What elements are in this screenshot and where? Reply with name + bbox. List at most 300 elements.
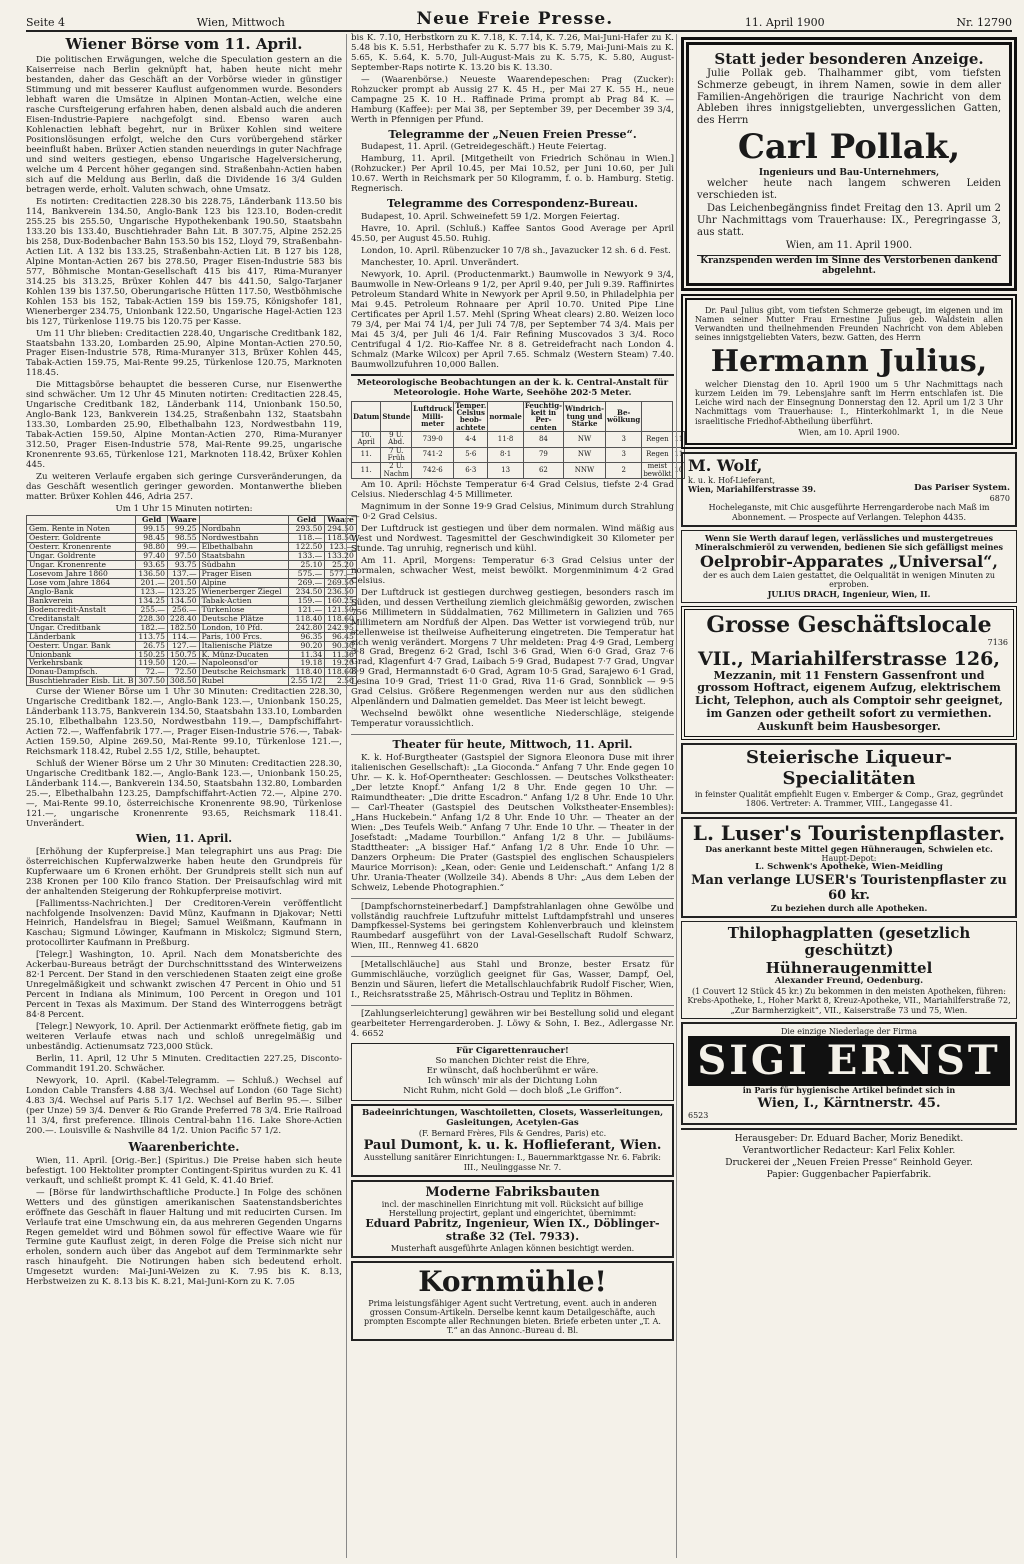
table-cell: Oesterr. Goldrente	[27, 533, 136, 542]
ad-line: Die einzige Niederlage der Firma	[780, 1026, 918, 1036]
paragraph: Die politischen Erwägungen, welche die Speculation gestern an die Kaiserreise nach Berlin geknüpft hat, haben heute nicht mehr bestanden, daher das Geschäft an der Vorbörse wieder in günstiger Stimmung und mit besserer Kauflust aufgenommen wurde. Besonders lebhaft waren die Umsätze in Alpinen Montan-Actien, welche eine rasche Cursfteigerung erfahren haben, denen alsbald auch die anderen Eisen-Industrie-Papiere nachgefolgt sind. Ebenso waren auch Kohlenactien lebhaft begehrt, nur in Brüxer Kohlen sind weitere Positionslösungen erfolgt, welche den Curs vorübergehend stärker beeinflußt haben. Brüxer Actien standen neuerdings in guter Nachfrage und sind weiters gestiegen, ebenso Ungarische Hagelversicherung, welche um 4 Percent höher gegangen sind. Straßenbahn-Actien haben sich auf die Meldung aus Berlin, daß die Dividende 16 3/4 Gulden betragen werde, erholt. Valuten schwach, ohne Umsatz.	[26, 55, 342, 195]
ad-line: L. Luser's Touristenpflaster.	[692, 820, 1006, 845]
table-cell: Napoleonsd'or	[199, 659, 288, 668]
table-cell: 25.10	[288, 560, 325, 569]
ad-line: Das anerkannt beste Mittel gegen Hühneraugen, Schwielen etc.	[705, 843, 993, 854]
table-cell: 98.80	[136, 542, 168, 551]
table-row	[27, 632, 357, 641]
issue-date: 11. April 1900	[744, 16, 825, 30]
table-cell: 255.—	[136, 605, 168, 614]
table-cell: 121.—	[288, 605, 325, 614]
paragraph: [Telegr.] Newyork, 10. April. Der Actienmarkt eröffnete fietig, gab im weiteren Verlaufe etwas nach und schloß unregelmäßig und unbeständig. Actienumsatz 723,000 Stück.	[26, 1022, 342, 1053]
table-row	[27, 614, 357, 623]
ad-line: Hocheleganste, mit Chic ausgeführte Herrengarderobe nach Maß im Abonnement. — Prospecte auf Verlangen. Telephon 4435.	[708, 503, 990, 522]
table-cell: 228.30	[136, 614, 168, 623]
table-cell: 99.15	[136, 524, 168, 533]
column-header: Stunde	[381, 401, 412, 431]
ad-line: Statt jeder besonderen Anzeige.	[714, 50, 984, 68]
meteorology-table	[351, 401, 685, 479]
table-cell: 134.50	[168, 596, 200, 605]
table-cell: 575.—	[288, 569, 325, 578]
column-header: Geld	[136, 515, 168, 524]
table-cell: 10. April	[352, 431, 381, 447]
table-cell: 2	[606, 463, 642, 479]
table-row	[27, 587, 357, 596]
ad-line: Das Leichenbegängniss findet Freitag den 13. April um 2 Uhr Nachmittags vom Trauerhause: IX., Peregringasse 3, aus statt.	[697, 203, 1001, 238]
paragraph: Schluß der Wiener Börse um 2 Uhr 30 Minuten: Creditactien 228.30, Ungarische Creditbank 182.—, Anglo-Bank 123.—, Unionbank 150.25, Länderbank 114.—, Bankverein 134.50, Staatsbahn 132.80, Lombarden 25.—, Elbethalbahn 123.25, Dampfschiffahrt-Actien 72.—, Alpine 270.—, Mai-Rente 99.10, österreichische Kronenrente 98.90, Türkenlose 121.—, ungarische Kronenrente 93.65, Reichsmark 118.41. Unverändert.	[26, 759, 342, 829]
cigarette-ad	[351, 1043, 674, 1101]
death-notice-pollak	[681, 37, 1017, 291]
classified-ad: [Metallschläuche] aus Stahl und Bronze, bester Ersatz für Gummischläuche, vorzüglich geeignet für Gas, Wasser, Dampf, Oel, Benzin und Säuren, liefert die Metallschlauchfabrik Rudolf Fischer, Wien, I., Reichsratsstraße 25, Mährisch-Ostrau und Teplitz in Böhmen.	[351, 960, 674, 1001]
table-cell: 123.—	[325, 542, 357, 551]
column-header: Datum	[352, 401, 381, 431]
table-cell: 79	[523, 447, 563, 463]
paragraph: Havre, 10. April. (Schluß.) Kaffee Santos Good Average per April 45.50, per August 45.50. Ruhig.	[351, 224, 674, 244]
table-cell: 2 U. Nachm	[381, 463, 412, 479]
table-row	[27, 578, 357, 587]
table-cell: Verkehrsbank	[27, 659, 136, 668]
table-cell: Rubel	[199, 677, 288, 686]
table-cell: K. Münz-Ducaten	[199, 650, 288, 659]
table-cell: 123.—	[136, 587, 168, 596]
table-cell: 122.50	[288, 542, 325, 551]
table-row	[27, 677, 357, 686]
ad-line: Badeeinrichtungen, Waschtoiletten, Closets, Wasserleitungen, Gasleitungen, Acetylen-Gas	[361, 1108, 664, 1128]
table-cell: 99.25	[168, 524, 200, 533]
paragraph: Um 11 Uhr blieben: Creditactien 228.40, Ungarische Creditbank 182, Staatsbahn 133.20, Lombarden 25.90, Alpine Montan-Actien 270.50, Prager Eisen-Industrie 578, Rima-Muranyer 313, Brüxer Kohlen 445, Tabak-Actien 159.75, Mai-Rente 99.25, Türkenlose 120.75, Marknoten 118.45.	[26, 328, 342, 379]
ad-line: JULIUS DRACH, Ingenieur, Wien, II.	[767, 588, 931, 599]
table-cell: 97.40	[136, 551, 168, 560]
paragraph: Der Luftdruck ist gestiegen und über dem normalen. Wind mäßig aus West und Nordwest. Tagesmittel der Geschwindigkeit 30 Kilometer per Stunde. Tag unruhig, regnerisch und kühl.	[351, 523, 674, 554]
table-cell: 159.—	[288, 596, 325, 605]
table-cell: 8·1	[488, 447, 524, 463]
ad-line: Paul Dumont, k. u. k. Hoflieferant, Wien.	[363, 1138, 662, 1154]
table-row	[27, 542, 357, 551]
factory-buildings-ad	[351, 1180, 674, 1258]
paragraph: Zu weiteren Verlaufe ergaben sich geringe Cursveränderungen, da das Geschäft wesentlich geringer geworden. Montanwerthe blieben matter. Brüxer Kohlen 446, Adria 257.	[26, 472, 342, 503]
table-cell: 150.75	[168, 650, 200, 659]
ad-number: 6870	[989, 494, 1010, 504]
dateline-place: Wien, Mittwoch	[196, 16, 285, 30]
table-cell: 160.25	[325, 596, 357, 605]
table-cell: 201.50	[168, 578, 200, 587]
paragraph: Newyork, 10. April. (Kabel-Telegramm. — Schluß.) Wechsel auf London Cable Transfers 4.88 3/4. Wechsel auf London (60 Tage Sicht) 4.83 3/4. Wechsel auf Paris 5.17 1/2. Wechsel auf Berlin 95.—. Silber (per Unze) 59 3/4. Denver & Rio Grande Preferred 78 3/4. Erie Railroad 11 3/4, first preference. Illinois Central-bahn 116. Lake Shore-Actien 200.—. Louisville & Nashville 84 1/2. Union Pacific 57 1/2.	[26, 1076, 342, 1136]
paragraph: Magnimum in der Sonne 19·9 Grad Celsius, Minimum durch Strahlung — 0·2 Grad Celsius.	[351, 501, 674, 522]
table-cell: Bodencredit-Anstalt	[27, 605, 136, 614]
table-cell: 10	[673, 463, 685, 479]
poem-line: Nicht Ruhm, nicht Gold — doch bloß „Le Griffon“.	[403, 1086, 622, 1097]
ad-line: Musterhaft ausgeführte Anlagen können besichtigt werden.	[390, 1243, 635, 1253]
table-cell: 11.	[352, 447, 381, 463]
table-cell: 228.40	[168, 614, 200, 623]
ad-line: Haupt-Depot:	[821, 854, 877, 864]
section-heading: Waarenberichte.	[128, 1139, 240, 1154]
column-header: Luftdruck Milli-meter	[412, 401, 454, 431]
ad-line: Kornmühle!	[418, 1265, 607, 1299]
table-cell: 182.50	[168, 623, 200, 632]
table-cell: Oesterr. Ungar. Bank	[27, 641, 136, 650]
ad-line: Ausstellung sanitärer Einrichtungen: I., Bauernmarktgasse Nr. 6. Fabrik: III., Neulinggasse Nr. 7.	[364, 1153, 661, 1172]
table-row	[352, 431, 685, 447]
table-cell: 114.—	[168, 632, 200, 641]
table-cell: Südbahn	[199, 560, 288, 569]
poem-line: So manchen Dichter reist die Ehre,	[435, 1056, 590, 1067]
ad-line: L. Schwenk's Apotheke, Wien-Meidling	[755, 862, 943, 873]
table-row	[27, 641, 357, 650]
table-cell: Losevom Jahre 1860	[27, 569, 136, 578]
table-row	[27, 569, 357, 578]
death-notice-julius	[681, 294, 1017, 449]
table-cell: 25.20	[325, 560, 357, 569]
table-cell: Bankverein	[27, 596, 136, 605]
ad-line: Oelprobir-Apparates „Universal“,	[700, 551, 998, 571]
table-cell: Paris, 100 Frcs.	[199, 632, 288, 641]
table-cell: 13	[488, 463, 524, 479]
imprint-line: Herausgeber: Dr. Eduard Bacher, Moriz Benedikt.	[734, 1134, 964, 1145]
table-cell: 739·0	[412, 431, 454, 447]
ad-line: Das Pariser System.	[914, 483, 1010, 494]
table-cell: 134.25	[136, 596, 168, 605]
ad-number: 6820	[456, 941, 479, 952]
table-cell: 11·8	[488, 431, 524, 447]
table-cell: Oesterr. Kronenrente	[27, 542, 136, 551]
paragraph: Wien, 11. April. [Orig.-Ber.] (Spiritus.) Die Preise haben sich heute befestigt. 100 Hektoliter prompter Contingent-Spiritus wurden zu K. 41 verkauft, und schließt prompt K. 41 Geld, K. 41.40 Brief.	[26, 1155, 342, 1186]
table-cell: 742·6	[412, 463, 454, 479]
table-cell: 236.50	[325, 587, 357, 596]
ad-line: Mezzanin, mit 11 Fenstern Gassenfront und grossom Hoftract, eigenem Aufzug, elektrischem Licht, Telephon, auch als Comptoir sehr geeignet, im Ganzen oder getheilt sofort zu vermiethen. Auskunft beim Hausbesorger.	[694, 668, 1004, 733]
section-heading: Telegramme des Correspondenz-Bureau.	[387, 197, 638, 211]
table-cell: Nordwestbahn	[199, 533, 288, 542]
table-cell: Buschtiehrader Eisb. Lit. B	[27, 677, 136, 686]
meteorology-heading: Meteorologische Beobachtungen an der k. k. Central-Anstalt für Meteorologie. Hohe Warte, Seehöhe 202·5 Meter.	[356, 377, 669, 398]
column-header: normale	[488, 401, 524, 431]
section-heading: Telegramme der „Neuen Freien Presse“.	[388, 127, 637, 141]
paragraph: [Telegr.] Washington, 10. April. Nach dem Monatsberichte des Ackerbau-Bureaus beträgt der Durchschnittsstand des Winterweizens 82·1 Percent. Der Stand in den verschiedenen Staaten zeigt eine große Unregelmäßigkeit und schwankt zwischen 47 Percent in Ohio und 51 Percent in Indiana als Minimum, 100 Percent in Oregon und 101 Percent in Texas als Maximum. Der Stand des Winterroggens beträgt 84·8 Percent.	[26, 950, 342, 1021]
theater-heading: Theater für heute, Mittwoch, 11. April.	[392, 738, 633, 752]
paragraph: — (Waarenbörse.) Neueste Waarendepeschen: Prag (Zucker): Rohzucker prompt ab Aussig 27 K. 45 H., per Mai 27 K. 55 H., neue Campagne 25 K. 10 H.. Raffinade Prima prompt ab Prag 84 K. — Hamburg (Kaffee): per Mai 38, per September 39, per December 39 3/4, Werth in Pfennigen per Pfund.	[351, 74, 674, 125]
table-cell: 90.30	[325, 641, 357, 650]
table-cell: Alpine	[199, 578, 288, 587]
table-cell: 98.45	[136, 533, 168, 542]
paragraph: Budapest, 11. April. (Getreidegeschäft.) Heute Feiertag.	[361, 142, 607, 153]
classified-ad: [Dampfschornsteinerbedarf.] Dampfstrahlanlagen ohne Gewölbe und vollständig rauchfreie Luftzufuhr mittelst Luftdampfstrahl und unseres Dampfkessel-Systems bei geringstem Kohlenverbrauch und kleinstem Raumbedarf ausgeführt von der Laval-Gesellschaft Rudolf Schwarz, Wien, III., Rennweg 41. 6820	[351, 901, 674, 952]
table-cell: 307.50	[136, 677, 168, 686]
tailor-ad	[681, 452, 1017, 527]
table-cell: 19.20	[325, 659, 357, 668]
ad-line: Wien, Mariahilferstrasse 39.	[688, 483, 816, 494]
table-cell: 308.50	[168, 677, 200, 686]
table-cell: 3	[606, 447, 642, 463]
table-cell: 234.50	[288, 587, 325, 596]
table-cell: 2.56	[325, 677, 357, 686]
table-cell: Donau-Dampfsch.	[27, 668, 136, 677]
ad-number: 6652	[361, 1029, 384, 1040]
table-cell: 11	[673, 431, 685, 447]
ad-line: Grosse Geschäftslocale	[706, 611, 992, 638]
table-cell: 19.18	[288, 659, 325, 668]
table-cell: 72.—	[136, 668, 168, 677]
ad-line: Alexander Freund, Oedenburg.	[774, 976, 924, 986]
table-cell: 97.50	[168, 551, 200, 560]
paragraph: Es notirten: Creditactien 228.30 bis 228.75, Länderbank 113.50 bis 114, Bankverein 134.50, Anglo-Bank 123 bis 123.10, Boden-credit 255.25 bis 255.50, Ungarische Hypothekenbank 190.50, Staatsbahn 133.20 bis 133.40, Buschtiehrader Bahn Lit. B 307.75, Alpine 252.25 bis 258, Dux-Bodenbacher Bahn 153.50 bis 152, Lloyd 79, Straßenbahn-Actien Lit. A 132 bis 133.25, Straßenbahn-Actien Lit. B 127 bis 128, Alpine Montan-Actien 267 bis 278.50, Prager Eisen-Industrie 583 bis 577, Böhmische Montan-Gesellschaft 415 bis 417, Rima-Muranyer 314.25 bis 313.25, Brüxer Kohlen 447 bis 441.50, Salgo-Tarjaner Kohlen 139 bis 137.50, Oberungarische Hütten 117.50, Westböhmische Kohlen 153 bis 152, Tabak-Actien 159 bis 159.75, Königshofer 181, Wienerberger 234.75, Unionbank 122.50, Ungarische Hagel-Actien 123 bis 127, Türkenlose 119.75 bis 120.75 per Kasse.	[26, 196, 342, 327]
table-cell: 99.—	[168, 542, 200, 551]
ad-line: (1 Couvert 12 Stück 45 kr.) Zu bekommen in den meisten Apotheken, führen: Krebs-Apotheke, I., Hoher Markt 8, Kreuz-Apotheke, VII., Mariahilferstraße 72, „Zur Barmherzigkeit“, VII., Kaiserstraße 73 und 75, Wien.	[687, 986, 1011, 1015]
paragraph: Curse der Wiener Börse um 1 Uhr 30 Minuten: Creditactien 228.30, Ungarische Creditbank 182.—, Anglo-Bank 123.—, Unionbank 150.25, Länderbank 113.75, Bankverein 134.50, Staatsbahn 133.10, Lombarden 25.10, Elbethalbahn 123.50, Nordwestbahn 119.—, Dampfschiffahrt-Actien 72.—, Waffenfabrik 177.—, Prager Eisen-Industrie 576.—, Tabak-Actien 159.50, Alpine 269.50, Mai-Rente 99.10, Türkenlose 121.—, Reichsmark 118.42, Rubel 2.55 1/2, Stille, behauptet.	[26, 687, 342, 758]
table-cell: 7 U. Früh	[381, 447, 412, 463]
corn-remedy-ad	[681, 921, 1017, 1019]
table-cell: 118.—	[288, 533, 325, 542]
ad-line: welcher Dienstag den 10. April 1900 um 5 Uhr Nachmittags nach kurzem Leiden im 79. Lebensjahre sanft im Herrn entschlafen ist. Die Leiche wird nach der Einsegnung Donnerstag den 12. April um 1/2 3 Uhr Nachmittags vom Trauerhause: I., Hinterkohlmarkt 1, in die Neue israelitische Friedhof-Abtheilung überführt.	[695, 379, 1003, 426]
ad-line: Man verlange LUSER's Touristenpflaster zu 60 kr.	[691, 873, 1007, 904]
corn-plaster-ad	[681, 817, 1017, 918]
ad-line: Dr. Paul Julius gibt, vom tiefsten Schmerze gebeugt, im eigenen und im Namen seiner Mutter Frau Ernestine Julius geb. Waldstein allen Verwandten und theilnehmenden Freunden Nachricht von dem Ableben seines innigstgeliebten Vaters, bezw. Gatten, des Herrn	[695, 305, 1003, 343]
table-cell: NNW	[564, 463, 606, 479]
liqueur-ad	[681, 743, 1017, 813]
table-cell: 3	[606, 431, 642, 447]
paragraph: K. k. Hof-Burgtheater (Gastspiel der Signora Eleonora Duse mit ihrer italienischen Gesellschaft): „La Gioconda.“ Anfang 7 Uhr. Ende gegen 10 Uhr. — K. k. Hof-Operntheater: Geschlossen. — Deutsches Volkstheater: „Der letzte Knopf.“ Anfang 1/2 8 Uhr. Ende gegen 10 Uhr. — Raimundtheater: „Die dritte Escadron.“ Anfang 1/2 8 Uhr. Ende 10 Uhr. — Carl-Theater (Gastspiel des Deutschen Volkstheater-Ensembles): „Hans Huckebein.“ Anfang 1/2 8 Uhr. Ende 10 Uhr. — Theater an der Wien: „Des Teufels Weib.“ Anfang 7 Uhr. Ende 10 Uhr. — Theater in der Josefstadt: „Madame Tourbillon.“ Anfang 1/2 8 Uhr. — Jubiläums-Stadttheater: „A bissiger Haf.“ Anfang 1/2 8 Uhr. Ende 10 Uhr. — Danzers Orpheum: Die Prater (Gastspiel des englischen Schauspielers Maurice Morrison): „Kean, oder: Genie und Leidenschaft.“ Anfang 1/2 8 Uhr. Urania-Theater (Wollzeile 34). Abends 8 Uhr: „Aus dem Leben der Schweiz, Lebende Photographien.“	[351, 752, 674, 893]
table-row	[27, 605, 357, 614]
table-cell: Ungar. Creditbank	[27, 623, 136, 632]
table-row	[27, 551, 357, 560]
column-header: Be-wölkung	[606, 401, 642, 431]
table-cell: 96.35	[288, 632, 325, 641]
imprint-line: Verantwortlicher Redacteur: Karl Felix Kohler.	[742, 1146, 956, 1157]
column-header: Waare	[168, 515, 200, 524]
table-cell: Gem. Rente in Noten	[27, 524, 136, 533]
table-cell: 201.—	[136, 578, 168, 587]
table-cell: NW	[564, 447, 606, 463]
table-cell: 133.20	[325, 551, 357, 560]
table-cell: 118.60	[325, 614, 357, 623]
ad-line: (F. Bernard Frères, Fils & Gendres, Paris) etc.	[418, 1128, 607, 1138]
paragraph: Am 11. April, Morgens: Temperatur 6·3 Grad Celsius unter der normalen, schwacher West, meist bewölkt. Morgenminimum 4·2 Grad Celsius.	[351, 555, 674, 586]
imprint	[681, 1128, 1017, 1182]
table-cell: Deutsche Reichsmark	[199, 668, 288, 677]
paragraph: Am 10. April: Höchste Temperatur 6·4 Grad Celsius, tiefste 2·4 Grad Celsius. Niederschlag 4·5 Millimeter.	[351, 479, 674, 500]
ad-line: Steierische Liqueur-Specialitäten	[746, 747, 952, 790]
table-cell: 133.—	[288, 551, 325, 560]
table-cell: 119.50	[136, 659, 168, 668]
table-cell: 118.50	[325, 533, 357, 542]
table-cell: Creditanstalt	[27, 614, 136, 623]
cigarette-ad-title: Für Cigarettenraucher!	[456, 1046, 569, 1057]
table-cell: Türkenlose	[199, 605, 288, 614]
table-cell: 84	[523, 431, 563, 447]
table-cell: Länderbank	[27, 632, 136, 641]
ad-line: Wenn Sie Werth darauf legen, verlässliches und mustergetreues Mineralschmieröl zu verwenden, bedienen Sie sich gefälligst meines	[695, 533, 1003, 553]
exchange-rate-table	[26, 515, 357, 686]
table-row	[352, 447, 685, 463]
table-cell: Tabak-Actien	[199, 596, 288, 605]
ad-line: Hühneraugenmittel	[765, 958, 933, 977]
table-row	[352, 463, 685, 479]
paragraph: Wechselnd bewölkt ohne wesentliche Niederschläge, steigende Temperatur voraussichtlich.	[351, 709, 674, 730]
column-header: Windrich-tung und Stärke	[564, 401, 606, 431]
table-cell: 9 U. Abd.	[381, 431, 412, 447]
table-cell: 293.50	[288, 524, 325, 533]
table-cell: 269.50	[325, 578, 357, 587]
paragraph: — [Börse für landwirthschaftliche Producte.] In Folge des schönen Wetters und des günstigen amerikanischen Saatenstandsberichtes eröffnete das Geschäft in flauer Haltung und mit reducirten Cursen. Im Verlaufe trat eine Umschwung ein, da aus mehreren Gegenden Ungarns Regen gemeldet wird und Böhmen sowol für effective Waare wie für Termine gute Kauflust zeigt, in deren Folge die Preise sich nicht nur erholen, sondern auch über das Angebot auf dem Terminmarkte sehr rasch hinaufgeht. Die Notirungen haben sich bedeutend erholt. Umgesetzt wurden: Mai-Juni-Weizen zu K. 7.95 bis K. 8.13, Herbstweizen zu K. 8.13 bis K. 8.21, Mai-Juni-Korn zu K. 7.05	[26, 1187, 342, 1288]
paragraph: Hamburg, 11. April. [Mitgetheilt von Friedrich Schönau in Wien.] (Rohzucker.) Per April 10.45, per Mai 10.52, per Juni 10.60, per Juli 10.67. Werth in Reichsmark per 50 Kilogramm, f. o. b. Hamburg. Stetig. Regnerisch.	[351, 154, 674, 195]
mill-ad	[351, 1261, 674, 1341]
table-cell: 96.45	[325, 632, 357, 641]
table-cell: 11	[673, 447, 685, 463]
ad-line: Wien, am 11. April 1900.	[785, 240, 913, 252]
table-cell: NW	[564, 431, 606, 447]
ad-line: Thilophagplatten (gesetzlich geschützt)	[727, 923, 971, 960]
table-cell: 294.50	[325, 524, 357, 533]
column-3	[676, 34, 1017, 1558]
ad-number: 6523	[688, 1110, 709, 1120]
column-header: Geld	[288, 515, 325, 524]
table-cell: 118.60	[325, 668, 357, 677]
table-cell: Nordbahn	[199, 524, 288, 533]
table-cell: 242.95	[325, 623, 357, 632]
divider	[351, 956, 674, 957]
divider	[351, 374, 674, 376]
paragraph: Berlin, 11. April, 12 Uhr 5 Minuten. Creditactien 227.25, Disconto-Commandit 191.20. Schwächer.	[26, 1054, 342, 1075]
boerse-heading: Wiener Börse vom 11. April.	[65, 35, 303, 53]
paragraph: London, 10. April. Rübenzucker 10 7/8 sh., Javazucker 12 sh. 6 d. Fest.	[361, 245, 671, 256]
table-cell: 256.—	[168, 605, 200, 614]
table-cell: 11.34	[288, 650, 325, 659]
ad-line: Wien, I., Kärntnerstr. 45.	[757, 1095, 941, 1111]
table-cell: 741·2	[412, 447, 454, 463]
table-cell: Prager Eisen	[199, 569, 288, 578]
table-cell: 120.—	[168, 659, 200, 668]
paragraph: Budapest, 10. April. Schweinefett 59 1/2. Morgen Feiertag.	[361, 212, 620, 223]
column-1	[26, 34, 354, 1558]
table-cell: 150.25	[136, 650, 168, 659]
poem-line: Ich wünsch' mir als der Dichtung Lohn	[427, 1076, 598, 1087]
table-cell: 118.40	[288, 614, 325, 623]
ad-number: 7136	[987, 638, 1008, 648]
paragraph: [Fallimentss-Nachrichten.] Der Creditoren-Verein veröffentlicht nachfolgende Insolvenzen: David Münz, Kaufmann in Djakovar; Netti Heinrich, Handelsfrau in Biegel; Samuel Weißmann, Kaufmann in Kaschau; Sigmund Löwinger, Kaufmann in Miskolcz; Sigmund Stern, protocollirter Kaufmann in Preßburg.	[26, 898, 342, 949]
ad-line: welcher heute nach langem schweren Leiden verschieden ist.	[697, 178, 1001, 201]
table-cell: Italienische Plätze	[199, 641, 288, 650]
paragraph: Der Luftdruck ist gestiegen durchweg gestiegen, besonders rasch im Süden, und dessen Vertheilung ziemlich gleichmäßig geworden, zwischen 756 Millimetern in Süddalmatien, 762 Millimetern in Galizien und 765 Millimetern am Nordfuß der Alpen. Das Wetter ist vorwiegend trüb, nur stellenweise ist theilweise Aufheiterung eingetreten. Die Temperatur hat sich wenig verändert. Morgens 7 Uhr meldeten: Prag 4·9 Grad, Lemberg 3·8 Grad, Bregenz 6·2 Grad, Ischl 3·6 Grad, Wien 6·0 Grad, Graz 7·6 Grad, Klagenfurt 4·7 Grad, Laibach 5·9 Grad, Budapest 7·7 Grad, Ungvar 8·9 Grad, Hermannstadt 6·0 Grad, Agram 10·5 Grad, Sarajewo 6·1 Grad, Lesina 10·9 Grad, Triest 11·0 Grad, Riva 11·6 Grad, Sonnblick — 9·5 Grad Celsius. Größere Regenmengen werden nur aus den südlichen Alpenländern und Dalmatien gemeldet. Das Meer ist leicht bewegt.	[351, 587, 674, 708]
table-cell: 269.—	[288, 578, 325, 587]
table-cell: Wienerberger Ziegel	[199, 587, 288, 596]
paper-title: Neue Freie Presse.	[416, 9, 614, 30]
column-header: Waare	[325, 515, 357, 524]
divider	[351, 1005, 674, 1006]
ad-line: Ingenieurs und Bau-Unternehmers,	[758, 167, 940, 178]
imprint-line: Papier: Guggenbacher Papierfabrik.	[766, 1170, 932, 1181]
deceased-name: Hermann Julius,	[710, 343, 988, 379]
hygiene-articles-ad	[681, 1022, 1017, 1125]
table-cell: 242.80	[288, 623, 325, 632]
cigarette-poem	[357, 1057, 668, 1097]
ad-line: incl. der maschinellen Einrichtung mit voll. Rücksicht auf billige Herstellung projectirt, geplant und eingerichtet, übernimmt:	[381, 1199, 644, 1219]
table-cell: 93.75	[168, 560, 200, 569]
imprint-line: Druckerei der „Neuen Freien Presse“ Reinhold Geyer.	[725, 1158, 973, 1169]
table-cell: Unionbank	[27, 650, 136, 659]
ad-line: Kranzspenden werden im Sinne des Verstorbenen dankend abgelehnt.	[697, 255, 1001, 277]
table-cell: 577.—	[325, 569, 357, 578]
paragraph: [Erhöhung der Kupferpreise.] Man telegraphirt uns aus Prag: Die österreichischen Kupferwalzwerke haben heute den Grundpreis für Kupferwaare um 6 Kronen erhöht. Der Grundpreis stellt sich nun auf 238 Kronen per 100 Kilo franco Station. Der Preisaufschlag wird mit der anhaltenden Steigerung der Rohkupferpreise motivirt.	[26, 846, 342, 897]
table-cell: Elbethalbahn	[199, 542, 288, 551]
ad-line: Eduard Pabritz, Ingenieur, Wien IX., Döblinger-straße 32 (Tel. 7933).	[365, 1217, 660, 1244]
ad-line: Julie Pollak geb. Thalhammer gibt, vom tiefsten Schmerze gebeugt, in ihrem Namen, sowie in dem aller Familien-Angehörigen die traurige Nachricht von dem Ableben ihres innigstgeliebten, unvergesslichen Gatten, des Herrn	[697, 68, 1001, 126]
paragraph: Die Mittagsbörse behauptet die besseren Curse, nur Eisenwerthe sind schwächer. Um 12 Uhr 45 Minuten notirten: Creditactien 228.45, Ungarische Creditbank 182, Länderbank 114, Unionbank 150.50, Anglo-Bank 123, Bankverein 134.25, Straßenbahn 132, Staatsbahn 133.30, Lombarden 25.90, Elbethalbahn 123, Nordwestbahn 119, Tabak-Actien 159.50, Alpine Montan-Actien 270, Rima-Muranyer 312.50, Prager Eisen-Industrie 578, Mai-Rente 99.25, ungarische Kronenrente 93.65, Türkenlose 121, Marknoten 118.42, Brüxer Kohlen 445.	[26, 380, 342, 471]
divider	[351, 898, 674, 899]
poem-line: Er wünscht, daß hochberühmt er wäre.	[426, 1066, 599, 1077]
table-cell: 6·3	[454, 463, 488, 479]
table-cell: Ungar. Kronenrente	[27, 560, 136, 569]
table-cell: 2.55 1/2	[288, 677, 325, 686]
ad-line: Wien, am 10. April 1900.	[798, 427, 900, 437]
table-cell: 121.50	[325, 605, 357, 614]
oil-tester-ad	[681, 530, 1017, 603]
table-cell: 182.—	[136, 623, 168, 632]
ad-line: in Paris für hygienische Artikel befindet sich in	[742, 1085, 956, 1096]
ad-line: k. u. k. Hof-Lieferant,	[688, 475, 776, 485]
brand-name: SIGI ERNST	[688, 1036, 1010, 1086]
divider	[351, 734, 674, 735]
table-cell: Deutsche Plätze	[199, 614, 288, 623]
page-number: Seite 4	[26, 16, 65, 30]
table-cell: 90.20	[288, 641, 325, 650]
classified-ad: [Zahlungserleichterung] gewähren wir bei Bestellung solid und elegant gearbeiteter Herrengarderoben. J. Löwy & Sohn, I. Bez., Adlergasse Nr. 4. 6652	[351, 1009, 674, 1040]
table-cell: 118.40	[288, 668, 325, 677]
ad-line: Moderne Fabriksbauten	[425, 1184, 600, 1200]
table-cell: Lose vom Jahre 1864	[27, 578, 136, 587]
paragraph: bis K. 7.10, Herbstkorn zu K. 7.18, K. 7.14, K. 7.26, Mai-Juni-Hafer zu K. 5.48 bis K. 5.51, Herbsthafer zu K. 5.77 bis K. 5.79, Mai-Juni-Mais zu K. 5.65, K. 5.64, K. 5.70, Juli-August-Mais zu K. 5.75, K. 5.80, August-September-Raps notirte K. 13.20 bis K. 13.30.	[351, 33, 674, 73]
business-premises-ad	[681, 606, 1017, 741]
table-cell: Ungar. Goldrente	[27, 551, 136, 560]
table-cell: Staatsbahn	[199, 551, 288, 560]
table-cell: 136.50	[136, 569, 168, 578]
table-cell: 113.75	[136, 632, 168, 641]
table-cell: 62	[523, 463, 563, 479]
section-heading: Wien, 11. April.	[135, 831, 233, 845]
column-header: Feuchtig-keit in Per-centen	[524, 400, 563, 432]
table-caption: Um 1 Uhr 15 Minuten notirten:	[115, 504, 253, 515]
bath-fixtures-ad	[351, 1104, 674, 1177]
table-row	[27, 560, 357, 569]
ad-line: in feinster Qualität empfiehlt Eugen v. Emberger & Comp., Graz, gegründet 1806. Vertreter: A. Trammer, VIII., Langegasse 41.	[694, 790, 1004, 809]
deceased-name: Carl Pollak,	[737, 127, 961, 168]
table-cell: 72.50	[168, 668, 200, 677]
table-cell: 26.75	[136, 641, 168, 650]
table-cell: Regen	[642, 431, 673, 447]
ad-line: Zu beziehen durch alle Apotheken.	[770, 902, 928, 913]
table-cell: 137.—	[168, 569, 200, 578]
table-cell: 127.—	[168, 641, 200, 650]
paragraph: Newyork, 10. April. (Productenmarkt.) Baumwolle in Newyork 9 3/4, Baumwolle in New-Orleans 9 1/2, per April 9.40, per Juli 9.39. Raffinirtes Petroleum Standard White in Newyork per April 9.50, in Philadelphia per Mai 9.45. Petroleum Rohnaare per April 10.70. United Pipe Line Certificates per April 1.57. Mehl (Spring Wheat clears) 2.80. Weizen loco 79 3/4, per Mai 74 1/4, per Juli 74 7/8, per September 74 3/4. Mais per Mai 45 3/4, per Juli 46 1/4. Fair Refining Muscovados 3 3/4. Roco Centrifugal 4 1/2. Rio-Kaffee Nr. 8 8. Getreidefracht nach London 4. Schmalz (Marke Wilcox) per April 7.65. Schmalz (Western Steam) 7.40. Baumwollzufuhren 10,000 Ballen.	[351, 269, 674, 370]
table-cell: 4·4	[454, 431, 488, 447]
table-cell: Anglo-Bank	[27, 587, 136, 596]
table-cell: meist bewölkt	[643, 462, 672, 478]
column-header: Temper. Celsius beob-achtete	[455, 400, 487, 432]
table-cell: 11.36	[325, 650, 357, 659]
table-cell: 5·6	[454, 447, 488, 463]
column-2	[346, 33, 684, 1558]
table-cell: Regen	[642, 447, 673, 463]
table-cell: 93.65	[136, 560, 168, 569]
ad-line: der es auch dem Laien gestattet, die Oelqualität in wenigen Minuten zu erproben.	[702, 571, 996, 590]
column-header	[642, 401, 673, 431]
masthead	[26, 8, 1012, 32]
ad-line: VII., Mariahilferstrasse 126,	[698, 647, 1000, 670]
ad-line: Prima leistungsfähiger Agent sucht Vertretung, event. auch in anderen grossen Consum-Artikeln. Derselbe kennt kaum Detailgeschäfte, auch prompten Escompte aller Rechnungen bieten. Briefe erbeten unter „T. A. T.“ an das Annonc.-Bureau d. Bl.	[364, 1298, 661, 1336]
table-row	[27, 623, 357, 632]
ad-line: M. Wolf,	[688, 456, 763, 476]
table-cell: London, 10 Pfd.	[199, 623, 288, 632]
table-cell: 11.	[352, 463, 381, 479]
paragraph: Manchester, 10. April. Unverändert.	[361, 257, 520, 268]
